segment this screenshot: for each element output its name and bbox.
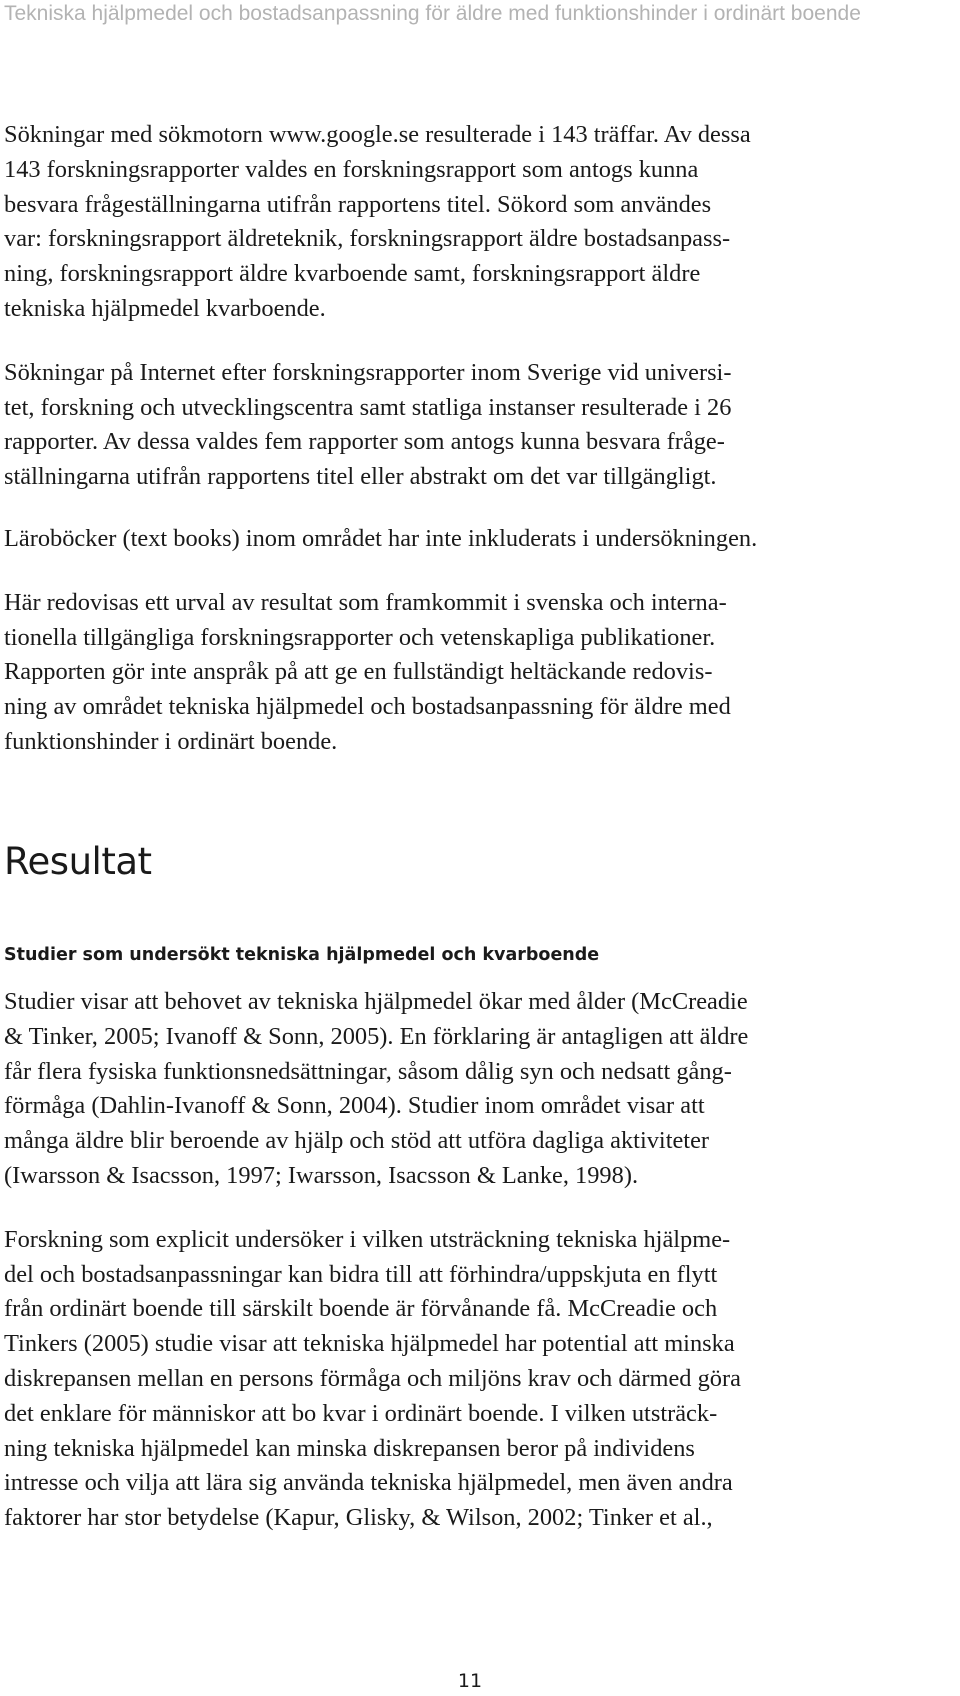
- paragraph-search-internet: Sökningar på Internet efter forskningsrapporter inom Sverige vid universi- tet, forskning och utvecklingscentra samt statliga instanser resulterade i 26 rapporter. Av dessa valdes fem rapporter som antogs kunna besvara fråge- ställningarna utifrån rapportens titel eller abstrakt om det var tillgängligt.: [4, 358, 732, 491]
- paragraph-textbooks: Läroböcker (text books) inom området har inte inkluderats i undersökningen.: [4, 524, 758, 552]
- running-header: Tekniska hjälpmedel och bostadsanpassning för äldre med funktionshinder i ordinärt boende: [4, 2, 861, 25]
- paragraph-search-google: Sökningar med sökmotorn www.google.se resulterade i 143 träffar. Av dessa 143 forskningsrapporter valdes en forskningsrapport som antogs kunna besvara frågeställningarna utifrån rapportens titel. Sökord som användes var: forskningsrapport äldreteknik, forskningsrapport äldre bostadsanpass- ning, forskningsrapport äldre kvarboende samt, forskningsrapport äldre tekniska hjälpmedel kvarboende.: [4, 121, 751, 322]
- paragraph-research-few: Forskning som explicit undersöker i vilken utsträckning tekniska hjälpme- del och bostadsanpassningar kan bidra till att förhindra/uppskjuta en flytt från ordinärt boende till särskilt boende är förvånande få. McCreadie och Tinkers (2005) studie visar att tekniska hjälpmedel har potential att minska diskrepansen mellan en persons förmåga och miljöns krav och därmed göra det enklare för människor att bo kvar i ordinärt boende. I vilken utsträck- ning tekniska hjälpmedel kan minska diskrepansen beror på individens intresse och vilja att lära sig använda tekniska hjälpmedel, men även andra faktorer har stor betydelse (Kapur, Glisky, & Wilson, 2002; Tinker et al.,: [4, 1225, 741, 1532]
- page-number: 11: [457, 1670, 483, 1692]
- paragraph-need-increases: Studier visar att behovet av tekniska hjälpmedel ökar med ålder (McCreadie & Tinker, 2005; Ivanoff & Sonn, 2005). En förklaring är antagligen att äldre får flera fysiska funktionsnedsättningar, såsom dålig syn och nedsatt gång- förmåga (Dahlin-Ivanoff & Sonn, 2004). Studier inom området visar att många äldre blir beroende av hjälp och stöd att utföra dagliga aktiviteter (Iwarsson & Isacsson, 1997; Iwarsson, Isacsson & Lanke, 1998).: [4, 988, 749, 1189]
- subsection-title: Studier som undersökt tekniska hjälpmedel och kvarboende: [4, 945, 600, 965]
- method-text: [4, 118, 934, 760]
- results-text: [4, 985, 944, 1536]
- section-title: Resultat: [4, 840, 152, 883]
- paragraph-selection: Här redovisas ett urval av resultat som framkommit i svenska och interna- tionella tillgängliga forskningsrapporter och vetenskapliga publikationer. Rapporten gör inte anspråk på att ge en fullständigt heltäckande redovis- ning av området tekniska hjälpmedel och bostadsanpassning för äldre med funktionshinder i ordinärt boende.: [4, 588, 731, 755]
